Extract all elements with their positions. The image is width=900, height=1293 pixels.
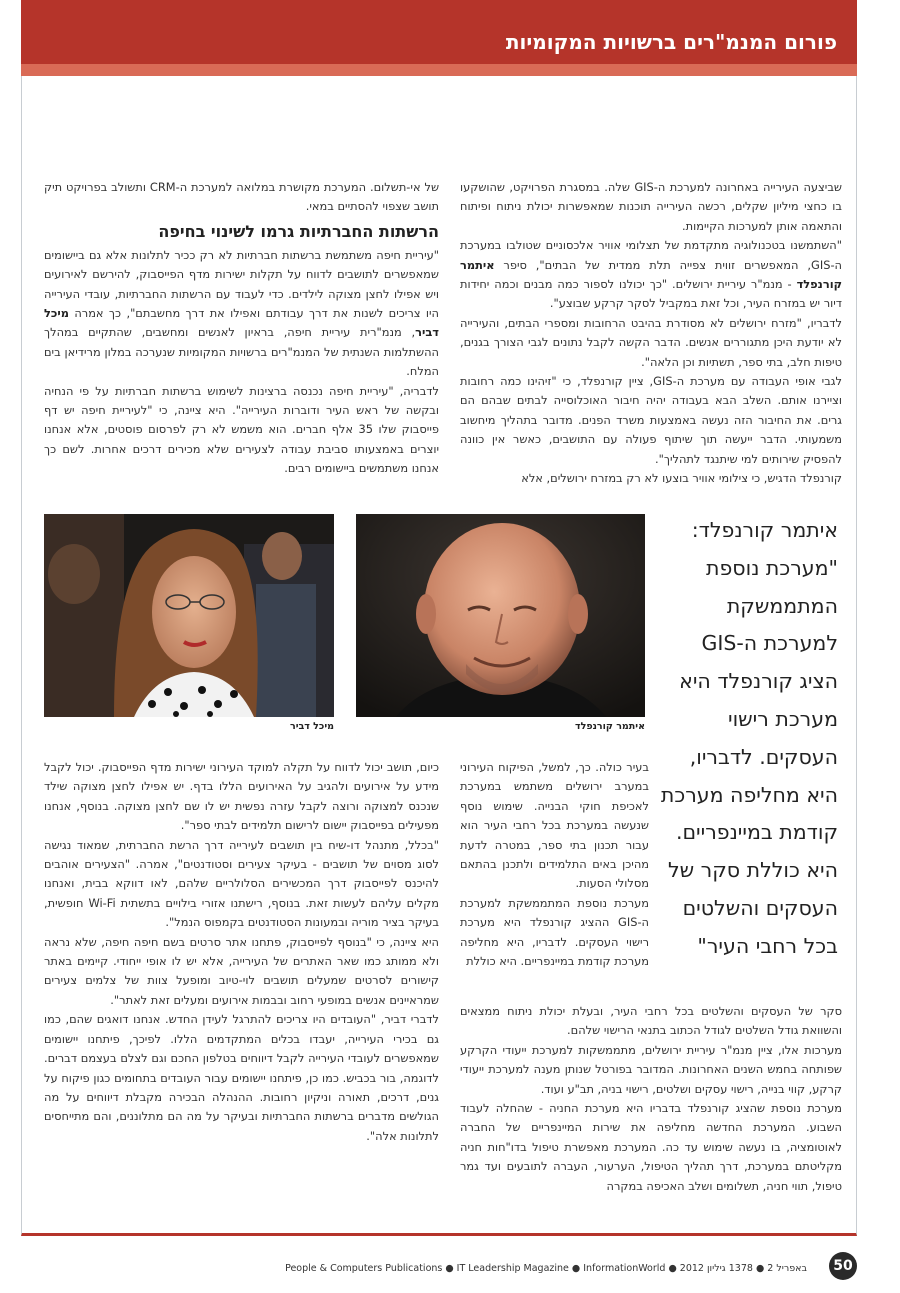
article-paragraph: קורנפלד הדגיש, כי צילומי אוויר בוצעו לא רק במזרח ירושלים, אלא (521, 471, 842, 486)
article-paragraph: מערכת נוספת המתממשקת למערכת ה-GIS ההציג קורנפלד היא מערכת רישוי העסקים. לדבריו, היא מחליפה מערכת קודמת במיינפריים. היא כוללת (460, 895, 649, 969)
page-number-badge: 50 (829, 1252, 857, 1280)
section-title: פורום המנמ"רים ברשויות המקומיות (505, 30, 837, 54)
article-paragraph: שביצעה העירייה באחרונה למערכת ה-GIS שלה. במסגרת הפרויקט, שהושקעו בו כחצי מיליון שקלים, רכשה העירייה תוכנות שמאפשרות יכולת ניתוח ופיתוח והתאמה אותן למערכות הקיימות. (460, 180, 843, 233)
article-column-top-right (460, 178, 842, 489)
portrait-man-illustration (356, 514, 645, 717)
article-paragraph: היא ציינה, כי "בנוסף לפייסבוק, פתחנו אתר סרטים בשם חיפה חיפה, שלא נראה ולא ממותג כמו שאר האתרים של העירייה, אלא יש לו אופי ייחודי. קיימים באתר קישורים לסרטים שמעלים תושבים לוי-טיוב ומופעל צוות של צלמים צעירים שמראיינים אנשים במופעי רחוב ובבמות אירועים ומעלים זאת לאתר". (44, 934, 439, 1007)
photo-caption-dvir: מיכל דביר (289, 721, 334, 732)
section-subheading: הרשתות החברתיות גרמו לשינוי בחיפה (158, 221, 439, 241)
article-paragraph: "בכלל, מתנהל דו-שיח בין תושבים לעירייה דרך הרשת החברתית, שמאוד נגישה לסוג מסוים של תושבים - בעיקר צעירים וסטודנטים", אמרה. "הצעירים אוהבים להיכנס לפייסבוק דרך המכשירים הסלולריים שלהם, לאו דווקא בבית, ואנחנו מקלים עליהם לעשות זאת. בנוסף, רישתנו אזורי בילויים בתשתית Wi-Fi חופשית, בעיקר בציר מוריה ובמעונות הסטודנטים בקמפוס הנמל". (44, 837, 439, 930)
column-intro: של אי-תשלום. המערכת מקושרת במלואה למערכת ה-CRM ותשולב בפרויקט תיק תושב שצפוי להסתיים במאי. (44, 180, 440, 214)
page-footer (21, 1252, 857, 1282)
article-paragraph: כיום, תושב יכול לדווח על תקלה למוקד העירוני ישירות מדף הפייסבוק. יכול לקבל מידע על אירועים ולהגיב על האירועים הללו בדף. יש אפילו לחצן מצוקה שילד שנכנס למצוקה ורוצה לקבל עזרה נפשית יש לו שם לחצן מצוקה. בנוסף, אנחנו מפעילים בפייסבוק יישום לרישום תלמידים לבתי ספר". (44, 760, 439, 833)
article-paragraph: מערכות אלו, ציין מנמ"ר עיריית ירושלים, מתממשקות למערכת ייעודי הקרקע שפותחה בחמש השנים האחרונות. המדובר בפורטל שנותן מענה למערכת ייעודי קרקע, קווי בנייה, רישוי עסקים ושלטים, רישוי בניה, תב"ע ועוד. (460, 1042, 842, 1096)
section-header (21, 0, 857, 76)
article-column-bottom-right-wide (460, 1002, 842, 1196)
pull-quote: איתמר קורנפלד: "מערכת נוספת המתממשקת למערכת ה-GIS הציג קורנפלד היא מערכת רישוי העסקים. לדבריו, היא מחליפה מערכת קודמת במיינפריים. היא כוללת סקר של העסקים והשלטים בכל רחבי העיר" (660, 518, 838, 958)
column-body (44, 246, 439, 479)
article-paragraph: בעיר כולה. כך, למשל, הפיקוח העירוני במערב ירושלים משתמש במערכת לאכיפת חוקי הבנייה. שימוש נוסף שנעשה במערכת בכל רחבי העיר הוא עבור תכנון בתי ספר, במטרה לדעת מהיכן באים התלמידים ולתכנן בהתאם מסלולי הסעות. (460, 760, 649, 891)
article-paragraph: סקר של העסקים והשלטים בכל רחבי העיר, ובעלת יכולת ניתוח ממצאים והשוואת גודל השלטים לגודל הכתוב בתנאי הרישוי שלהם. (460, 1004, 842, 1038)
article-paragraph: לדבריו, "מזרח ירושלים לא מסודרת בהיבט הרחובות ומספרי הבתים, והעירייה לא יודעת היכן מתגוררים אנשים. הדבר הקשה לקבל נתונים לגבי הצורך בגנים, טיפות חלב, בתי ספר, תשתיות וכן הלאה". (460, 315, 842, 369)
photo-itamar-kornfeld (356, 514, 645, 717)
article-paragraph: מערכת נוספת שהציג קורנפלד בדבריו היא מערכת החניה - שהחלה לעבוד השבוע. המערכת החדשה מחליפה את שירות המיינפריים של החברה לאוטומציה, בו נעשה שימוש עד כה. המערכת מאפשרת טיפול בדו"חות חניה מקליטתם במערכת, דרך תהליך הטיפול, הערעור, העברה לתובעים ועד גמר טיפול, תווי חניה, תשלומים ושלב האכיפה במקרה (460, 1101, 842, 1193)
article-paragraph: לגבי אופי העבודה עם מערכת ה-GIS, ציין קורנפלד, כי "זיהינו כמה רחובות וציירנו אותם. השלב הבא בעבודה יהיה חיבור האוכלוסייה לבתים שבהם הם גרים. את החיבור הזה נעשה באמצעות משרד הפנים. מדובר בתהליך מיחשוב משמעותי. הדבר ייעשה תוך שיתוף פעולה עם התושבים, כאשר אין כוונה להפסיק שירותים למי שיתנגד לתהליך". (460, 374, 842, 466)
photo-michal-dvir (44, 514, 334, 717)
article-paragraph: לדבריה, "עיריית חיפה נכנסה ברצינות לשימוש ברשתות חברתיות על פי הנחיה ובקשה של ראש העיר ודוברות העירייה". היא ציינה, כי "לעיריית חיפה יש דף פייסבוק שלו 35 אלף חברים. הוא משמש לא רק לפרסום פוסטים, אלא אנחנו יוצרים באמצעותו סביבת עבודה לצעירים שלא מכירים דרכים אחרות. לשם כך אנחנו משתמשים ביישומים רבים. (44, 383, 439, 476)
article-paragraph: לדברי דביר, "העובדים היו צריכים להתרגל לעידן החדש. אנחנו דואגים שהם, כמו גם בכירי העירייה, יעבדו בכלים המתקדמים הללו. לפיכך, פיתחנו יישומים שמאפשרים לעובדי העירייה לקבל דיווחים בטלפון החכם וגם לצלם בעצמם דברים. לדוגמה, בור בכביש. כמו כן, פיתחנו יישומים עבור העובדים בתחומים כגון פיקוח על גנים, דרכים, תאורה וניקיון רחובות. ההנהלה הבכירה מקבלת דיווחים על מה הגולשים מדברים ברשתות החברתיות ובעיקר על מה הם מתלוננים, והם מתייחסים לתלונות אלה". (44, 1012, 439, 1143)
header-accent-strip (21, 64, 857, 76)
footer-publication-info: People & Computers Publications ● IT Leadership Magazine ● InformationWorld ● 2012 באפריל 2 ● 1378 גיליון (285, 1263, 807, 1274)
article-column-top-left (44, 178, 439, 479)
article-paragraph: "השתמשנו בטכנולוגיה מתקדמת של תצלומי אוויר אלכסוניים שטולבו במערכת ה-GIS, המאפשרים זווית צפייה תלת ממדית של הבתים", סיפר איתמר קורנפלד - מנמ"ר עיריית ירושלים. "כך יכולנו לספור כמה מבנים וכמה יחידות דיור יש במזרח העיר, וכל זאת במקביל לסקר קרקע שבוצע". (460, 238, 842, 311)
article-column-bottom-left (44, 758, 439, 1146)
photo-caption-kornfeld: איתמר קורנפלד (575, 721, 645, 732)
portrait-woman-illustration (44, 514, 334, 717)
article-column-bottom-right-narrow (460, 758, 649, 971)
article-paragraph: "עיריית חיפה משתמשת ברשתות חברתיות לא רק ככיר לתלונות אלא גם ביישומים שמאפשרים לתושבים לדווח על תקלות ישירות מדף הפייסבוק, להירשם לאירועים ויש אפילו לחצן מצוקה לילדים. כדי לעבוד עם הרשתות החברתיות, עובדי העירייה היו צריכים לשנות את דרך עבודתם ואפילו את דרך מחשבתם", כך אמרה מיכל דביר, מנמ"רית עיריית חיפה, בראיון לאנשים ומחשבים, שהתקיים במהלך ההשתלמות השנתית של המנמ"רים ברשויות המקומיות שנערכה במלון מרידיאן בים המלח. (44, 247, 439, 379)
